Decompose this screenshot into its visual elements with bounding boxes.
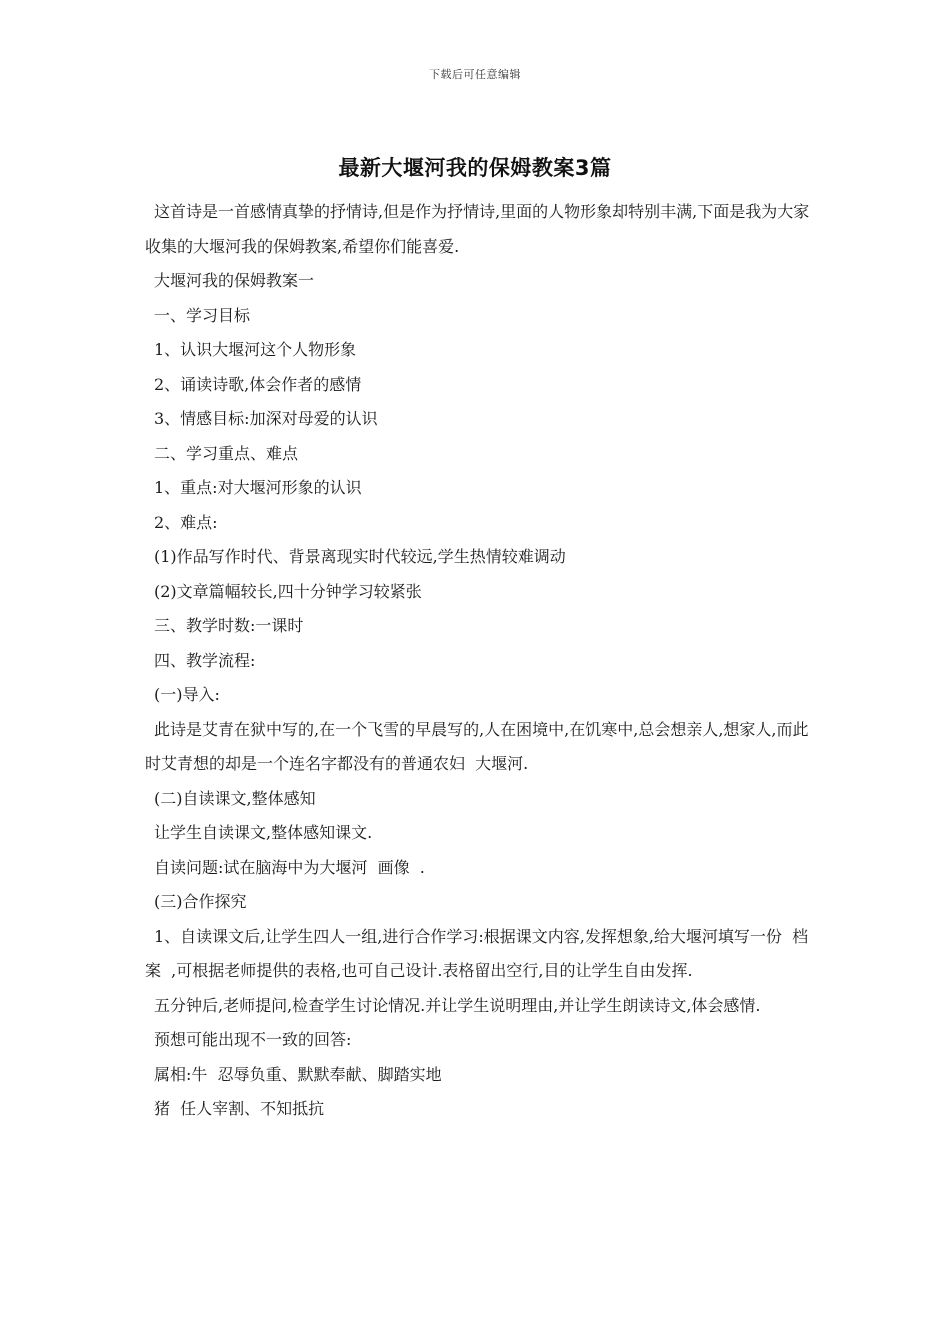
list-item: 1、认识大堰河这个人物形象 [154, 340, 357, 359]
section-heading: 四、教学流程: [154, 650, 256, 670]
document-title: 最新大堰河我的保姆教案3篇 [338, 156, 612, 180]
paragraph: 属相:牛 忍辱负重、默默奉献、脚踏实地 [154, 1064, 442, 1084]
paragraph: 猪 任人宰割、不知抵抗 [154, 1099, 325, 1118]
list-item: (2)文章篇幅较长,四十分钟学习较紧张 [154, 581, 422, 601]
paragraph: 此诗是艾青在狱中写的,在一个飞雪的早晨写的,人在困境中,在饥寒中,总会想亲人,想家人,而此时艾青想的却是一个连名字都没有的普通农妇 大堰河. [145, 719, 809, 773]
section-heading: 三、教学时数:一课时 [154, 616, 304, 635]
document-body [145, 195, 815, 1127]
subsection-heading: (一)导入: [154, 685, 220, 704]
subsection-heading: (三)合作探究 [154, 892, 247, 911]
paragraph: 自读问题:试在脑海中为大堰河 画像 . [154, 857, 425, 877]
subsection-heading: (二)自读课文,整体感知 [154, 788, 316, 808]
paragraph: 五分钟后,老师提问,检查学生讨论情况.并让学生说明理由,并让学生朗读诗文,体会感情. [154, 995, 761, 1015]
list-item: 2、诵读诗歌,体会作者的感情 [154, 374, 362, 394]
paragraph: 让学生自读课文,整体感知课文. [154, 823, 373, 842]
list-item: 3、情感目标:加深对母爱的认识 [154, 409, 378, 428]
section-heading: 一、学习目标 [154, 305, 251, 325]
list-item: 1、重点:对大堰河形象的认识 [154, 478, 362, 497]
paragraph: 预想可能出现不一致的回答: [154, 1030, 352, 1049]
section-heading: 二、学习重点、难点 [154, 443, 299, 463]
header-note: 下载后可任意编辑 [429, 68, 521, 81]
paragraph: 这首诗是一首感情真挚的抒情诗,但是作为抒情诗,里面的人物形象却特别丰满,下面是我为大家收集的大堰河我的保姆教案,希望你们能喜爱. [145, 202, 810, 256]
paragraph: 1、自读课文后,让学生四人一组,进行合作学习:根据课文内容,发挥想象,给大堰河填写一份 档案 ,可根据老师提供的表格,也可自己设计.表格留出空行,目的让学生自由发挥. [145, 926, 809, 980]
section-heading: 大堰河我的保姆教案一 [154, 271, 315, 290]
list-item: (1)作品写作时代、背景离现实时代较远,学生热情较难调动 [154, 547, 566, 566]
list-item: 2、难点: [154, 512, 218, 532]
